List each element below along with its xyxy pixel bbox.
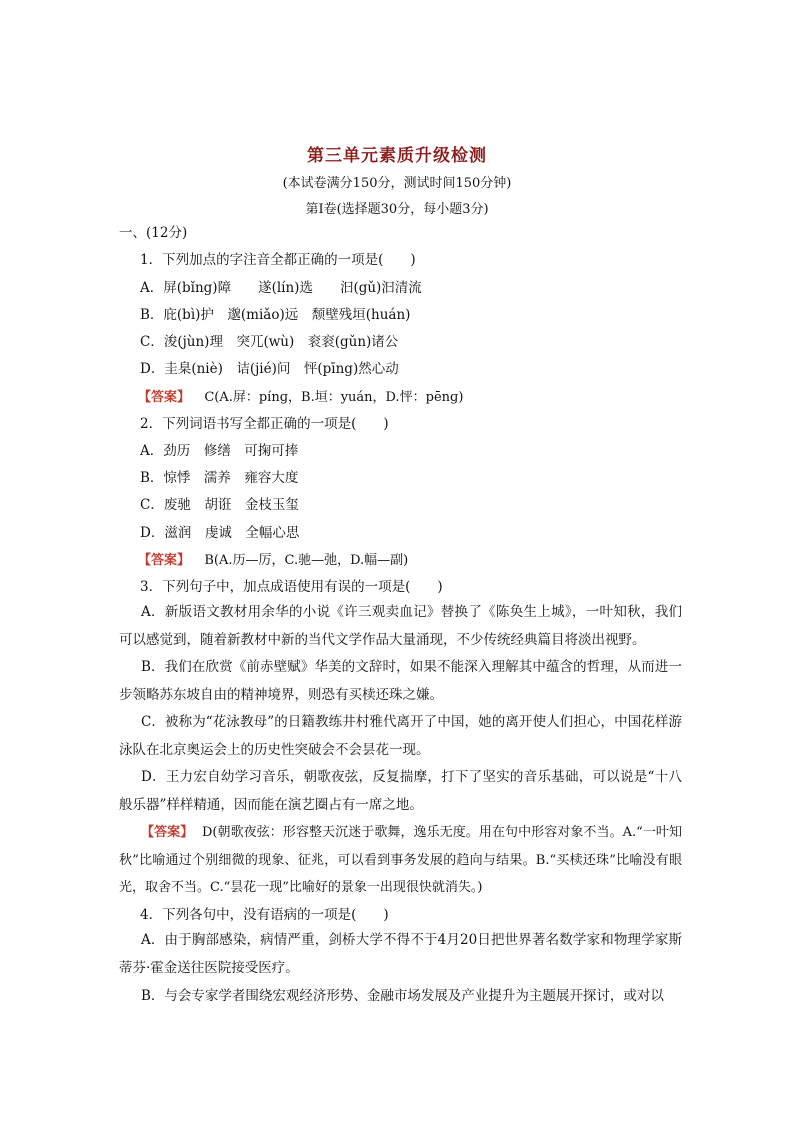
q1-option-d: D．圭臬(niè) 诘(jié)问 怦(pīng)然心动 bbox=[140, 361, 399, 377]
q2-stem: 2．下列词语书写全都正确的一项是( ) bbox=[140, 416, 389, 432]
q3-stem: 3．下列句子中，加点成语使用有误的一项是( ) bbox=[140, 579, 443, 595]
q3-option-a: A．新版语文教材用余华的小说《许三观卖血记》替换了《陈奂生上城》，一叶知秋，我们可以感觉到，随着新教材中新的当代文学作品大量涌现，不少传统经典篇目将淡出视野。 bbox=[119, 604, 682, 648]
answer-text: C(A.屏：pínɡ，B.垣：yuán，D.怦：pēnɡ) bbox=[204, 390, 464, 405]
q2-option-d: D．滋润 虔诚 全幅心思 bbox=[140, 525, 300, 541]
part-heading: 第Ⅰ卷(选择题30分，每小题3分) bbox=[305, 202, 489, 217]
q2-option-a: A．劲历 修缮 可掬可捧 bbox=[140, 443, 299, 459]
q1-option-b: B．庇(bì)护 邈(miǎo)远 颓壁残垣(huán) bbox=[140, 307, 411, 323]
q2-option-c: C．废驰 胡诳 金枝玉玺 bbox=[140, 497, 299, 513]
q1-option-c: C．浚(jùn)理 突兀(wù) 衮衮(gǔn)诸公 bbox=[140, 334, 399, 350]
answer-label: 【答案】 bbox=[138, 553, 191, 568]
q2-option-b: B．惊悸 濡养 雍容大度 bbox=[140, 470, 299, 486]
answer-text: B(A.历—厉，C.驰—弛，D.幅—副) bbox=[204, 553, 409, 568]
answer-label: 【答案】 bbox=[138, 390, 191, 405]
page-title: 第三单元素质升级检测 bbox=[307, 146, 487, 166]
q3-option-d: D．王力宏自幼学习音乐，朝歌夜弦，反复揣摩，打下了坚实的音乐基础，可以说是“十八般乐器”样样精通，因而能在演艺圈占有一席之地。 bbox=[119, 769, 682, 813]
section-heading: 一、(12分) bbox=[119, 225, 188, 241]
q4-option-a: A．由于胸部感染，病情严重，剑桥大学不得不于4月20日把世界著名数学家和物理学家斯蒂芬·霍金送往医院接受医疗。 bbox=[119, 932, 682, 976]
answer-label: 【答案】 bbox=[141, 825, 194, 840]
q1-option-a: A．屏(bǐng)障 遂(lín)选 汩(gǔ)汩清流 bbox=[140, 280, 422, 296]
q3-answer bbox=[119, 819, 682, 902]
q3-option-b: B．我们在欣赏《前赤壁赋》华美的文辞时，如果不能深入理解其中蕴含的哲理，从而进一步领略苏东坡自由的精神境界，则恐有买椟还珠之嫌。 bbox=[119, 659, 682, 703]
q1-answer bbox=[138, 387, 463, 408]
exam-info: (本试卷满分150分，测试时间150分钟) bbox=[282, 176, 512, 191]
q2-answer bbox=[138, 550, 408, 571]
answer-text: D(朝歌夜弦：形容整天沉迷于歌舞，逸乐无度。用在句中形容对象不当。A.“一叶知秋”比喻通过个别细微的现象、征兆，可以看到事务发展的趋向与结果。B.“买椟还珠”比喻没有眼光，取舍不当。C.“昙花一现”比喻好的景象一出现很快就消失。) bbox=[119, 825, 682, 895]
q3-option-c: C．被称为“花泳教母”的日籍教练井村雅代离开了中国，她的离开使人们担心，中国花样游泳队在北京奥运会上的历史性突破会不会昙花一现。 bbox=[119, 714, 682, 758]
q1-stem: 1．下列加点的字注音全都正确的一项是( ) bbox=[140, 252, 416, 268]
q4-option-b: B．与会专家学者围绕宏观经济形势、金融市场发展及产业提升为主题展开探讨，或对以 bbox=[141, 988, 664, 1004]
q4-stem: 4．下列各句中，没有语病的一项是( ) bbox=[140, 907, 389, 923]
